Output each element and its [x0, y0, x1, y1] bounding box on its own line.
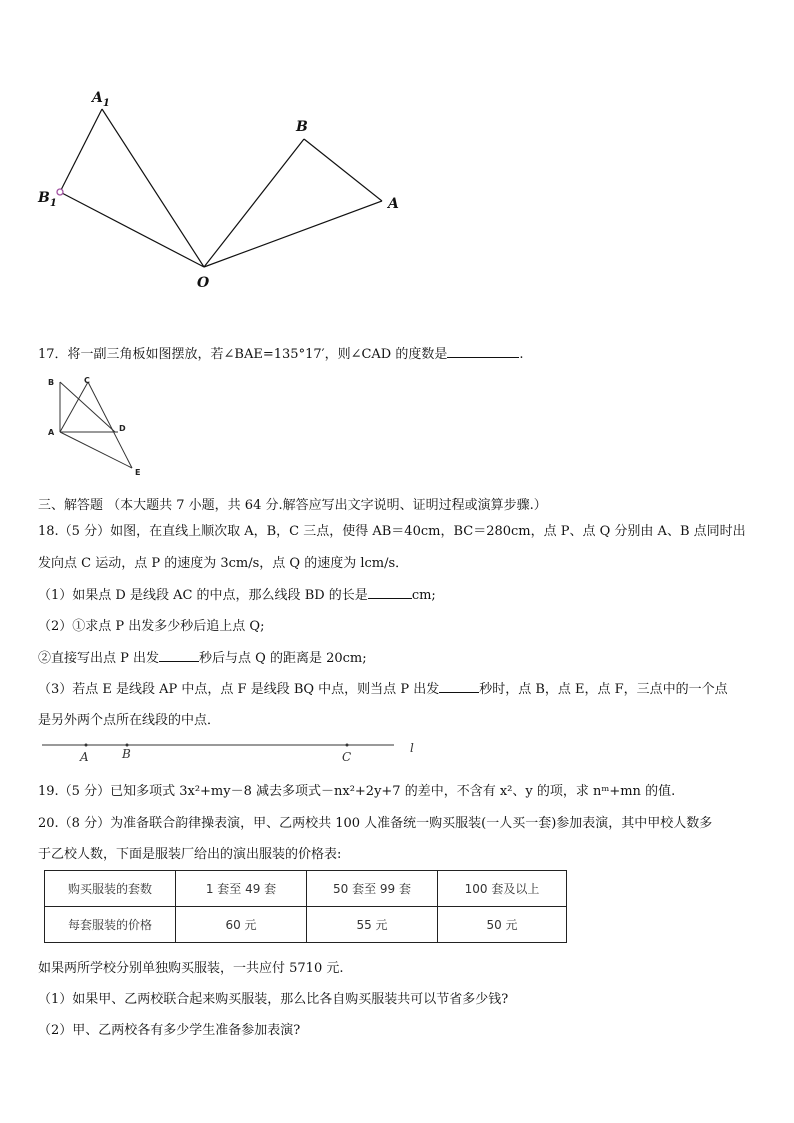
- q20-part1: （1）如果甲、乙两校联合起来购买服装，那么比各自购买服装共可以节省多少钱?: [38, 992, 509, 1007]
- q18-line1: 18.（5 分）如图，在直线上顺次取 A，B，C 三点，使得 AB＝40cm，BC＝280cm，点 P、点 Q 分别由 A、B 点同时出: [38, 524, 746, 539]
- label-a: A: [388, 196, 399, 212]
- fig17-label-a: A: [48, 428, 55, 437]
- section-three-heading: 三、解答题 （本大题共 7 小题，共 64 分.解答应写出文字说明、证明过程或演算步骤.）: [38, 498, 547, 513]
- q17-answer-blank: [447, 345, 519, 358]
- table-cell: 60 元: [176, 907, 307, 943]
- table-row: [45, 907, 567, 943]
- label-b1: $B_1$: [38, 190, 57, 209]
- fig17-label-c: C: [84, 376, 90, 385]
- label-o: O: [197, 275, 210, 291]
- point-b1-marker: [57, 189, 63, 195]
- fig17-label-d: D: [119, 424, 126, 433]
- table-cell: 1 套至 49 套: [176, 871, 307, 907]
- table-cell: 55 元: [307, 907, 438, 943]
- q18-part1: （1）如果点 D 是线段 AC 的中点，那么线段 BD 的长是 cm;: [38, 588, 436, 603]
- fig17-label-e: E: [135, 468, 141, 477]
- q20-line2: 于乙校人数，下面是服装厂给出的演出服装的价格表:: [38, 847, 342, 862]
- line-label-c: C: [342, 750, 352, 764]
- q18-part1-blank: [368, 586, 412, 599]
- line-label-b: B: [122, 747, 131, 761]
- table-cell: 100 套及以上: [438, 871, 567, 907]
- price-table: [44, 870, 567, 943]
- q20-line1: 20.（8 分）为准备联合韵律操表演，甲、乙两校共 100 人准备统一购买服装(一人买一套)参加表演，其中甲校人数多: [38, 816, 713, 831]
- q17-prompt: 17．将一副三角板如图摆放，若∠BAE=135°17′，则∠CAD 的度数是: [38, 347, 448, 362]
- angle-figure: [30, 80, 420, 295]
- q18-part3a: （3）若点 E 是线段 AP 中点，点 F 是线段 BQ 中点，则当点 P 出发 秒时，点 B，点 E，点 F，三点中的一个点: [38, 682, 728, 697]
- table-cell: 每套服装的价格: [45, 907, 176, 943]
- q20-part2: （2）甲、乙两校各有多少学生准备参加表演?: [38, 1023, 301, 1038]
- set-square-figure: [44, 372, 154, 480]
- table-cell: 购买服装的套数: [45, 871, 176, 907]
- q18-part2b: ②直接写出点 P 出发 秒后与点 Q 的距离是 20cm;: [38, 651, 367, 666]
- q20-after-table: 如果两所学校分别单独购买服装，一共应付 5710 元.: [38, 961, 344, 976]
- q18-part2b-blank: [159, 649, 199, 662]
- q18-part2a: （2）①求点 P 出发多少秒后追上点 Q;: [38, 619, 265, 634]
- label-b: B: [296, 119, 308, 135]
- q17-text: 17．将一副三角板如图摆放，若∠BAE=135°17′，则∠CAD 的度数是 .: [38, 347, 524, 362]
- table-cell: 50 套至 99 套: [307, 871, 438, 907]
- q19-text: 19.（5 分）已知多项式 3x²+my－8 减去多项式－nx²+2y+7 的差中，不含有 x²、y 的项，求 nᵐ+mn 的值.: [38, 784, 676, 799]
- fig17-label-b: B: [48, 378, 55, 387]
- table-row: [45, 871, 567, 907]
- line-label-l: l: [410, 741, 414, 755]
- q18-line2: 发向点 C 运动，点 P 的速度为 3cm/s，点 Q 的速度为 lcm/s．: [38, 556, 409, 571]
- label-a1: $A_1$: [92, 90, 110, 109]
- table-cell: 50 元: [438, 907, 567, 943]
- line-label-a: A: [80, 750, 89, 764]
- q18-part3-blank: [439, 680, 479, 693]
- number-line-figure: [38, 734, 428, 766]
- q18-part3b: 是另外两个点所在线段的中点．: [38, 713, 221, 728]
